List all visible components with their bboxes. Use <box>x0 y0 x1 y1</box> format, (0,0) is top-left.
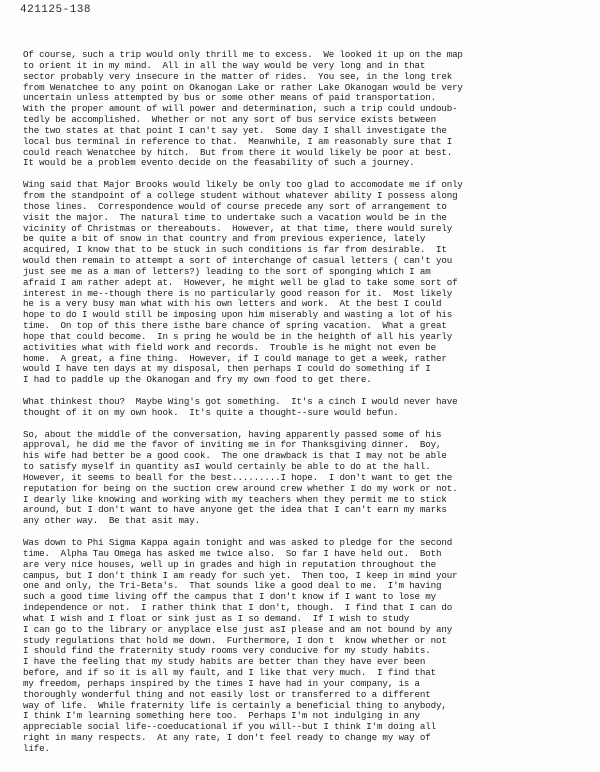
paragraph <box>23 180 598 386</box>
text-line: my freedom, perhaps inspired by the times I have had in your company, is a <box>23 677 420 689</box>
text-line: I have the feeling that my study habits are better than they have ever been <box>23 656 426 668</box>
text-line: would I have ten days at my disposal, then perhaps I could do something if I <box>23 363 431 375</box>
letter-body <box>23 50 598 766</box>
text-line: he is a very busy man what with his own letters and work. At the best I could <box>23 298 442 310</box>
text-line: would then remain to attempt a sort of interchange of casual letters ( can't you <box>23 255 453 267</box>
text-line: So, about the middle of the conversation, having apparently passed some of his <box>23 428 442 440</box>
text-line: study regulations that hold me down. Furthermore, I don t know whether or not <box>23 634 447 646</box>
text-line: campus, but I don't think I am ready for such yet. Then too, I keep in mind your <box>23 569 458 581</box>
text-line: I should find the fraternity study rooms very conducive for my study habits. <box>23 645 431 657</box>
text-line: uncertain unless attempted by bus or some other means of paid transportation. <box>23 92 436 104</box>
text-line: activities what with field work and records. Trouble is he might not even be <box>23 341 436 353</box>
text-line: those lines. Correspondence would of course precede any sort of arrangement to <box>23 200 447 212</box>
text-line: home. A great, a fine thing. However, if I could manage to get a week, rather <box>23 352 447 364</box>
paragraph <box>23 538 598 755</box>
text-line: to orient it in my mind. All in all the way would be very long and in that <box>23 59 426 71</box>
text-line: are very nice houses, well up in grades and high in reputation throughout the <box>23 558 436 570</box>
text-line: to satisfy myself in quantity asI would certainly be able to do at the hall. <box>23 461 431 473</box>
text-line: around, but I don't want to have anyone get the idea that I can't earn my marks <box>23 504 447 516</box>
text-line: Wing said that Major Brooks would likely be only too glad to accomodate me if only <box>23 179 463 191</box>
text-line: vicinity of Christmas or thereabouts. However, at that time, there would surely <box>23 222 453 234</box>
text-line: could reach Wenatchee by hitch. But from there it would likely be poor at best. <box>23 146 453 158</box>
text-line: hope to do I would still be imposing upon him miserably and wasting a lot of his <box>23 309 453 321</box>
text-line: approval, he did me the favor of inviting me in for Thanksgiving dinner. Boy, <box>23 439 442 451</box>
paragraph <box>23 397 598 419</box>
text-line: local bus terminal in reference to that. Meanwhile, I am reasonably sure that I <box>23 135 453 147</box>
text-line: just see me as a man of letters?) leading to the sort of sponging which I am <box>23 265 431 277</box>
text-line: tedly be accomplished. Whether or not any sort of bus service exists between <box>23 114 436 126</box>
text-line: acquired, I know that to be stuck in such conditions is far from desirable. It <box>23 244 447 256</box>
text-line: What thinkest thou? Maybe Wing's got something. It's a cinch I would never have <box>23 396 458 407</box>
text-line: right in many respects. At any rate, I don't feel ready to change my way of <box>23 732 431 744</box>
text-line: interest in me--though there is no particularly good reason for it. Most likely <box>23 287 453 299</box>
text-line: I think I'm learning something here too. Perhaps I'm not indulging in any <box>23 710 420 722</box>
paragraph <box>23 50 598 169</box>
text-line: way of life. While fraternity life is certainly a beneficial thing to anybody, <box>23 699 447 711</box>
text-line: Of course, such a trip would only thrill me to excess. We looked it up on the map <box>23 49 463 60</box>
text-line: such a good time living off the campus that I don't know if I want to lose my <box>23 591 436 603</box>
text-line: sector probably very insecure in the matter of rides. You see, in the long trek <box>23 70 453 82</box>
text-line: the two states at that point I can't say yet. Some day I shall investigate the <box>23 124 447 136</box>
text-line: before, and if so it is all my fault, and I like that very much. I find that <box>23 667 436 679</box>
text-line: I dearly like knowing and working with my teachers when they permit me to stick <box>23 493 447 505</box>
text-line: visit the major. The natural time to undertake such a vacation would be in the <box>23 211 447 223</box>
text-line: any other way. Be that asit may. <box>23 515 200 527</box>
text-line: Was down to Phi Sigma Kappa again tonight and was asked to pledge for the second <box>23 536 453 548</box>
text-line: appreciable social life--coeducational if you will--but I think I'm doing all <box>23 721 436 733</box>
text-line: thoroughly wonderful thing and not easily lost or transferred to a different <box>23 688 431 700</box>
text-line: be quite a bit of snow in that country and from previous experience, lately <box>23 233 426 245</box>
text-line: I can go to the library or anyplace else just asI please and am not bound by any <box>23 623 453 635</box>
text-line: time. On top of this there isthe bare chance of spring vacation. What a great <box>23 320 447 332</box>
text-line: one and only, the Tri-Beta's. That sounds like a good deal to me. I'm having <box>23 580 442 592</box>
text-line: I had to paddle up the Okanogan and fry my own food to get there. <box>23 374 372 386</box>
text-line: hope that could become. In s pring he would be in the heighth of all his yearly <box>23 330 453 342</box>
text-line: It would be a problem evento decide on the feasability of such a journey. <box>23 157 415 169</box>
text-line: what I wish and I float or sink just as I so demand. If I wish to study <box>23 612 410 624</box>
text-line: his wife had better be a good cook. The one drawback is that I may not be able <box>23 450 447 462</box>
text-line: from Wenatchee to any point on Okanogan Lake or rather Lake Okanogan would be very <box>23 81 463 93</box>
text-line: from the standpoint of a college student without whatever ability I possess along <box>23 189 458 201</box>
text-line: afraid I am rather adept at. However, he might well be glad to take some sort of <box>23 276 458 288</box>
text-line: With the proper amount of will power and determination, such a trip could undoub- <box>23 103 458 115</box>
text-line: life. <box>23 743 50 754</box>
text-line: independence or not. I rather think that I don't, though. I find that I can do <box>23 602 453 614</box>
document-id: 421125-138 <box>20 4 92 16</box>
text-line: time. Alpha Tau Omega has asked me twice also. So far I have held out. Both <box>23 547 442 559</box>
text-line: reputation for being on the suction crew around crew whether I do my work or not. <box>23 482 458 494</box>
paragraph <box>23 430 598 528</box>
text-line: However, it seems to beall for the best.........I hope. I don't want to get the <box>23 471 453 483</box>
text-line: thought of it on my own hook. It's quite a thought--sure would befun. <box>23 406 399 418</box>
